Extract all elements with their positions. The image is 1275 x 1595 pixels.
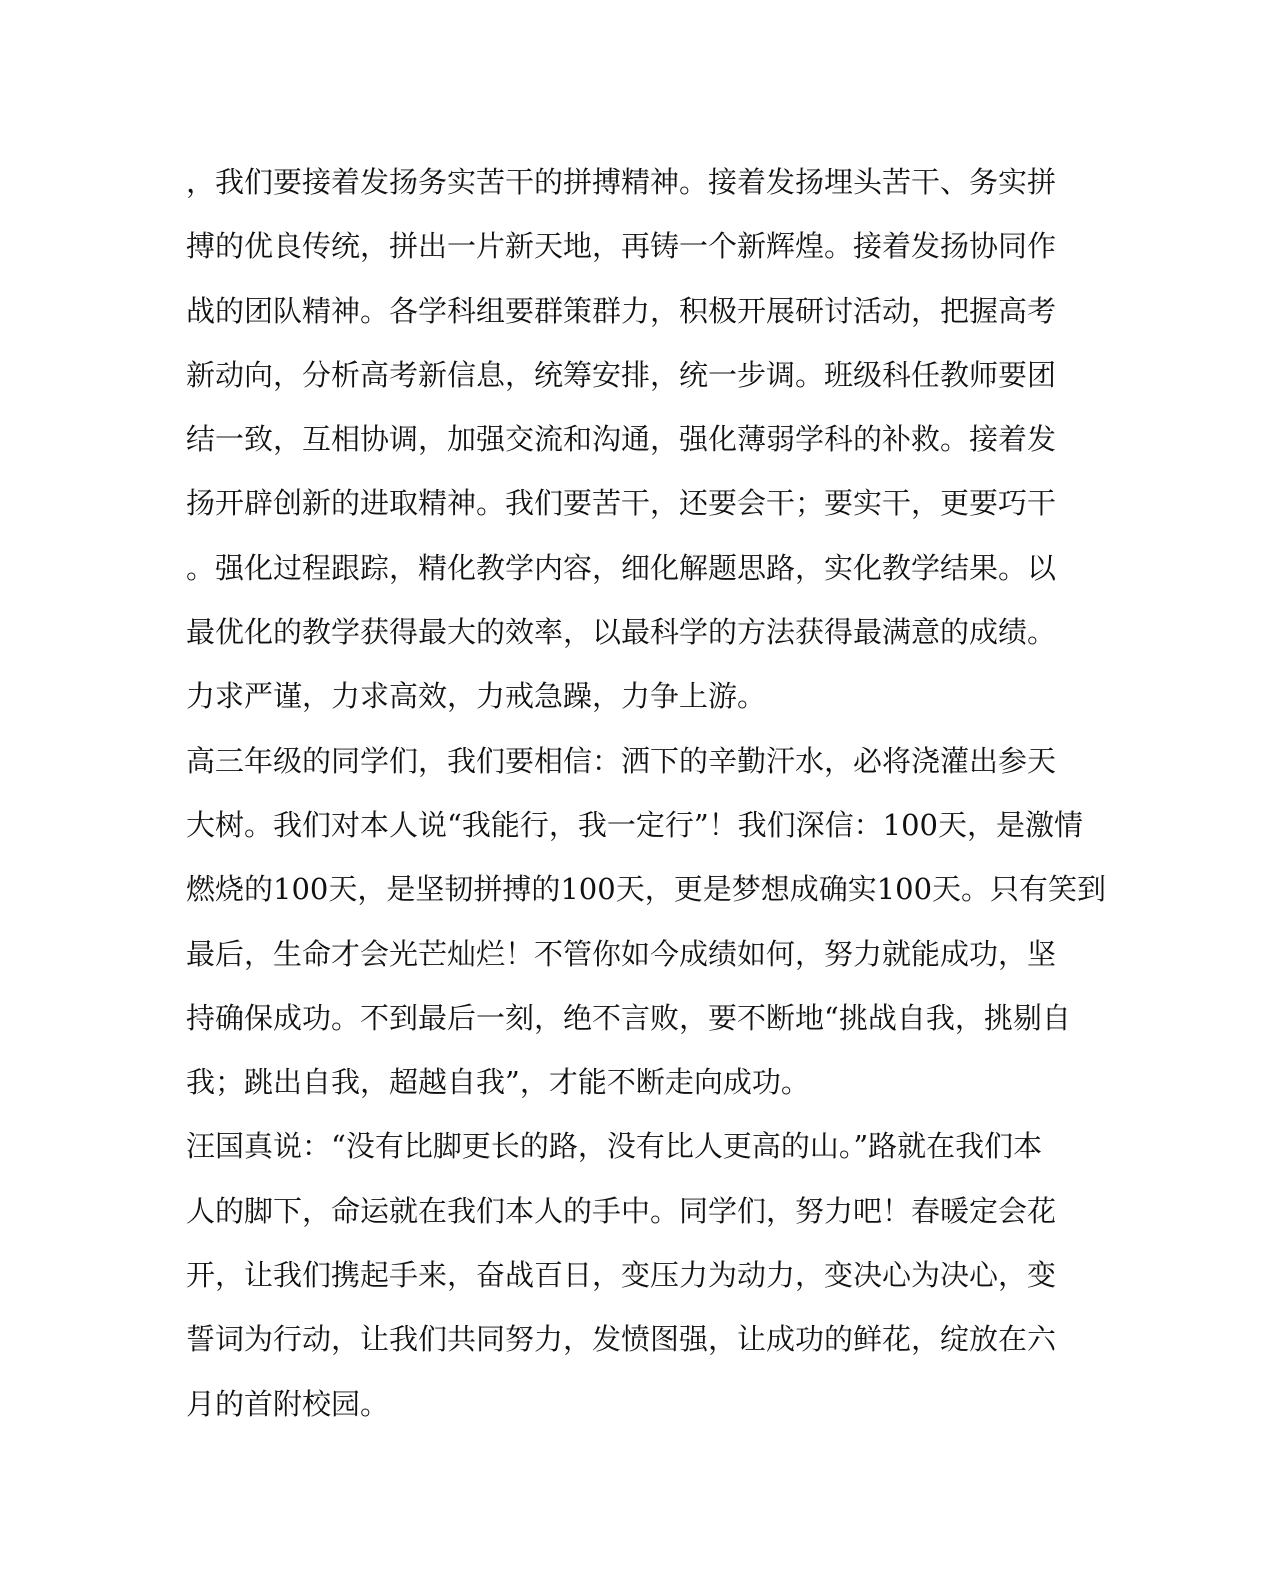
text-line: 人的脚下，命运就在我们本人的手中。同学们，努力吧！春暖定会花 xyxy=(186,1193,1057,1228)
text-line: 战的团队精神。各学科组要群策群力，积极开展研讨活动，把握高考 xyxy=(186,293,1057,328)
text-line: 扬开辟创新的进取精神。我们要苦干，还要会干；要实干，更要巧干 xyxy=(186,486,1057,521)
body-text xyxy=(186,150,1107,1436)
text-line: 新动向，分析高考新信息，统筹安排，统一步调。班级科任教师要团 xyxy=(186,357,1057,392)
text-line: 结一致，互相协调，加强交流和沟通，强化薄弱学科的补救。接着发 xyxy=(186,422,1057,457)
text-line: 搏的优良传统，拼出一片新天地，再铸一个新辉煌。接着发扬协同作 xyxy=(186,229,1057,264)
text-line: 大树。我们对本人说“我能行，我一定行”！我们深信：100天，是激情 xyxy=(186,807,1084,842)
text-line: 月的首附校园。 xyxy=(186,1386,390,1421)
text-line: ，我们要接着发扬务实苦干的拼搏精神。接着发扬埋头苦干、务实拼 xyxy=(186,165,1057,199)
text-line: 汪国真说：“没有比脚更长的路，没有比人更高的山。”路就在我们本 xyxy=(186,1129,1043,1164)
text-line: 高三年级的同学们，我们要相信：洒下的辛勤汗水，必将浇灌出参天 xyxy=(186,743,1057,778)
text-line: 燃烧的100天，是坚韧拼搏的100天，更是梦想成确实100天。只有笑到 xyxy=(186,872,1107,907)
text-line: 。强化过程跟踪，精化教学内容，细化解题思路，实化教学结果。以 xyxy=(186,550,1057,585)
text-line: 持确保成功。不到最后一刻，绝不言败，要不断地“挑战自我，挑剔自 xyxy=(186,1000,1071,1035)
text-line: 最后，生命才会光芒灿烂！不管你如今成绩如何，努力就能成功，坚 xyxy=(186,936,1057,971)
text-line: 力求严谨，力求高效，力戒急躁，力争上游。 xyxy=(186,679,767,714)
text-line: 我；跳出自我，超越自我”，才能不断走向成功。 xyxy=(186,1065,810,1100)
text-line: 开，让我们携起手来，奋战百日，变压力为动力，变决心为决心，变 xyxy=(186,1258,1057,1293)
text-line: 最优化的教学获得最大的效率，以最科学的方法获得最满意的成绩。 xyxy=(186,615,1057,650)
text-line: 誓词为行动，让我们共同努力，发愤图强，让成功的鲜花，绽放在六 xyxy=(186,1322,1057,1357)
